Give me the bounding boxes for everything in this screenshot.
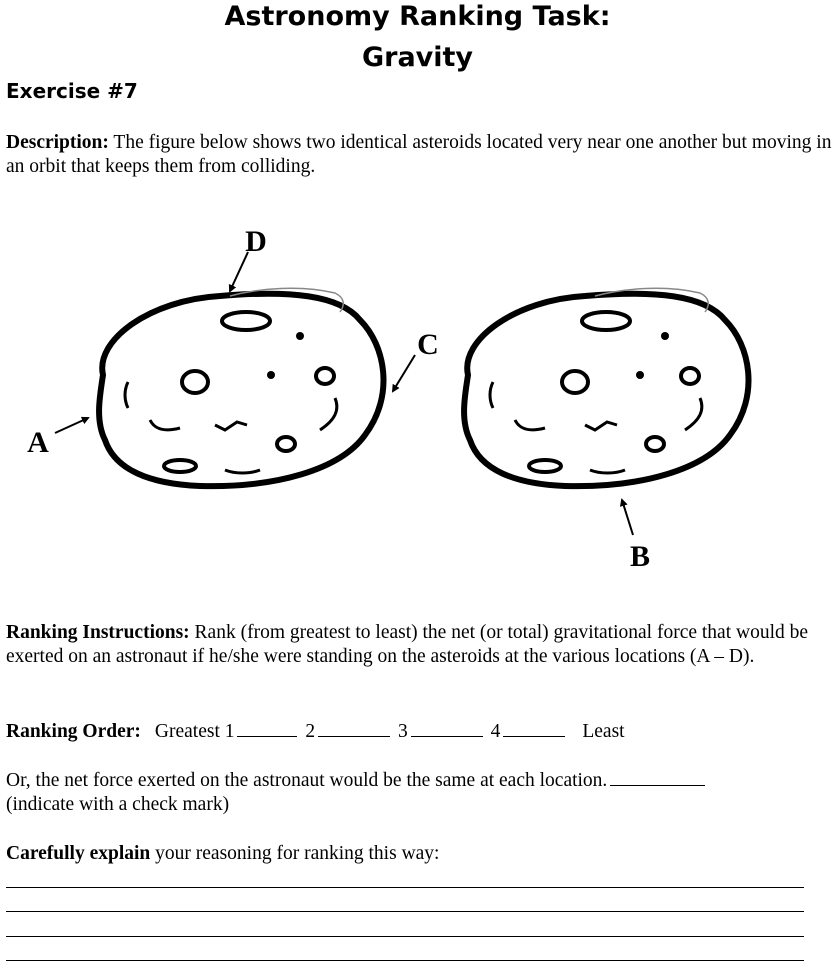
description-label: Description: bbox=[6, 132, 109, 153]
rank-1-blank[interactable] bbox=[237, 718, 297, 737]
answer-line[interactable] bbox=[6, 960, 804, 961]
asteroid-right bbox=[464, 288, 748, 486]
label-a: A bbox=[27, 426, 49, 459]
page-subtitle: Gravity bbox=[361, 42, 474, 73]
rank-number: 2 bbox=[305, 721, 316, 742]
rank-number: 4 bbox=[490, 721, 501, 742]
ranking-order bbox=[6, 718, 832, 744]
label-c: C bbox=[417, 328, 439, 361]
label-d: D bbox=[245, 225, 267, 258]
explain-prompt bbox=[6, 842, 832, 866]
arrow-a bbox=[55, 418, 88, 433]
arrow-c bbox=[393, 355, 415, 391]
same-force-text: Or, the net force exerted on the astronaut would be the same at each location. bbox=[6, 770, 608, 791]
arrow-b bbox=[622, 500, 633, 535]
instructions-label: Ranking Instructions: bbox=[6, 622, 190, 643]
rank-4-blank[interactable] bbox=[503, 718, 565, 737]
ranking-instructions bbox=[6, 621, 832, 669]
exercise-number: Exercise #7 bbox=[6, 79, 138, 103]
same-force-option bbox=[6, 767, 832, 817]
greatest-label: Greatest bbox=[154, 721, 220, 742]
ranking-order-label: Ranking Order: bbox=[6, 721, 141, 742]
same-force-note: (indicate with a check mark) bbox=[6, 794, 230, 815]
rank-2-blank[interactable] bbox=[318, 718, 390, 737]
asteroid-figure bbox=[0, 195, 835, 585]
rank-number: 3 bbox=[397, 721, 408, 742]
explain-text: your reasoning for ranking this way: bbox=[150, 843, 440, 864]
answer-line[interactable] bbox=[6, 936, 804, 937]
answer-line[interactable] bbox=[6, 911, 804, 912]
description-paragraph bbox=[6, 131, 832, 179]
same-force-check-blank[interactable] bbox=[610, 767, 705, 786]
label-b: B bbox=[629, 540, 651, 573]
explain-label: Carefully explain bbox=[6, 843, 151, 864]
asteroid-left bbox=[99, 288, 383, 486]
instructions-text: Rank (from greatest to least) the net (or total) gravitational force that would be exerted on an astronaut if he/she were standing on the asteroids at the various locations (A – D). bbox=[6, 622, 809, 667]
least-label: Least bbox=[582, 721, 625, 742]
rank-number: 1 bbox=[224, 721, 235, 742]
answer-line[interactable] bbox=[6, 887, 804, 888]
rank-3-blank[interactable] bbox=[411, 718, 483, 737]
description-text: The figure below shows two identical asteroids located very near one another but moving in an orbit that keeps them from colliding. bbox=[6, 132, 832, 177]
page-title: Astronomy Ranking Task: bbox=[224, 1, 611, 32]
